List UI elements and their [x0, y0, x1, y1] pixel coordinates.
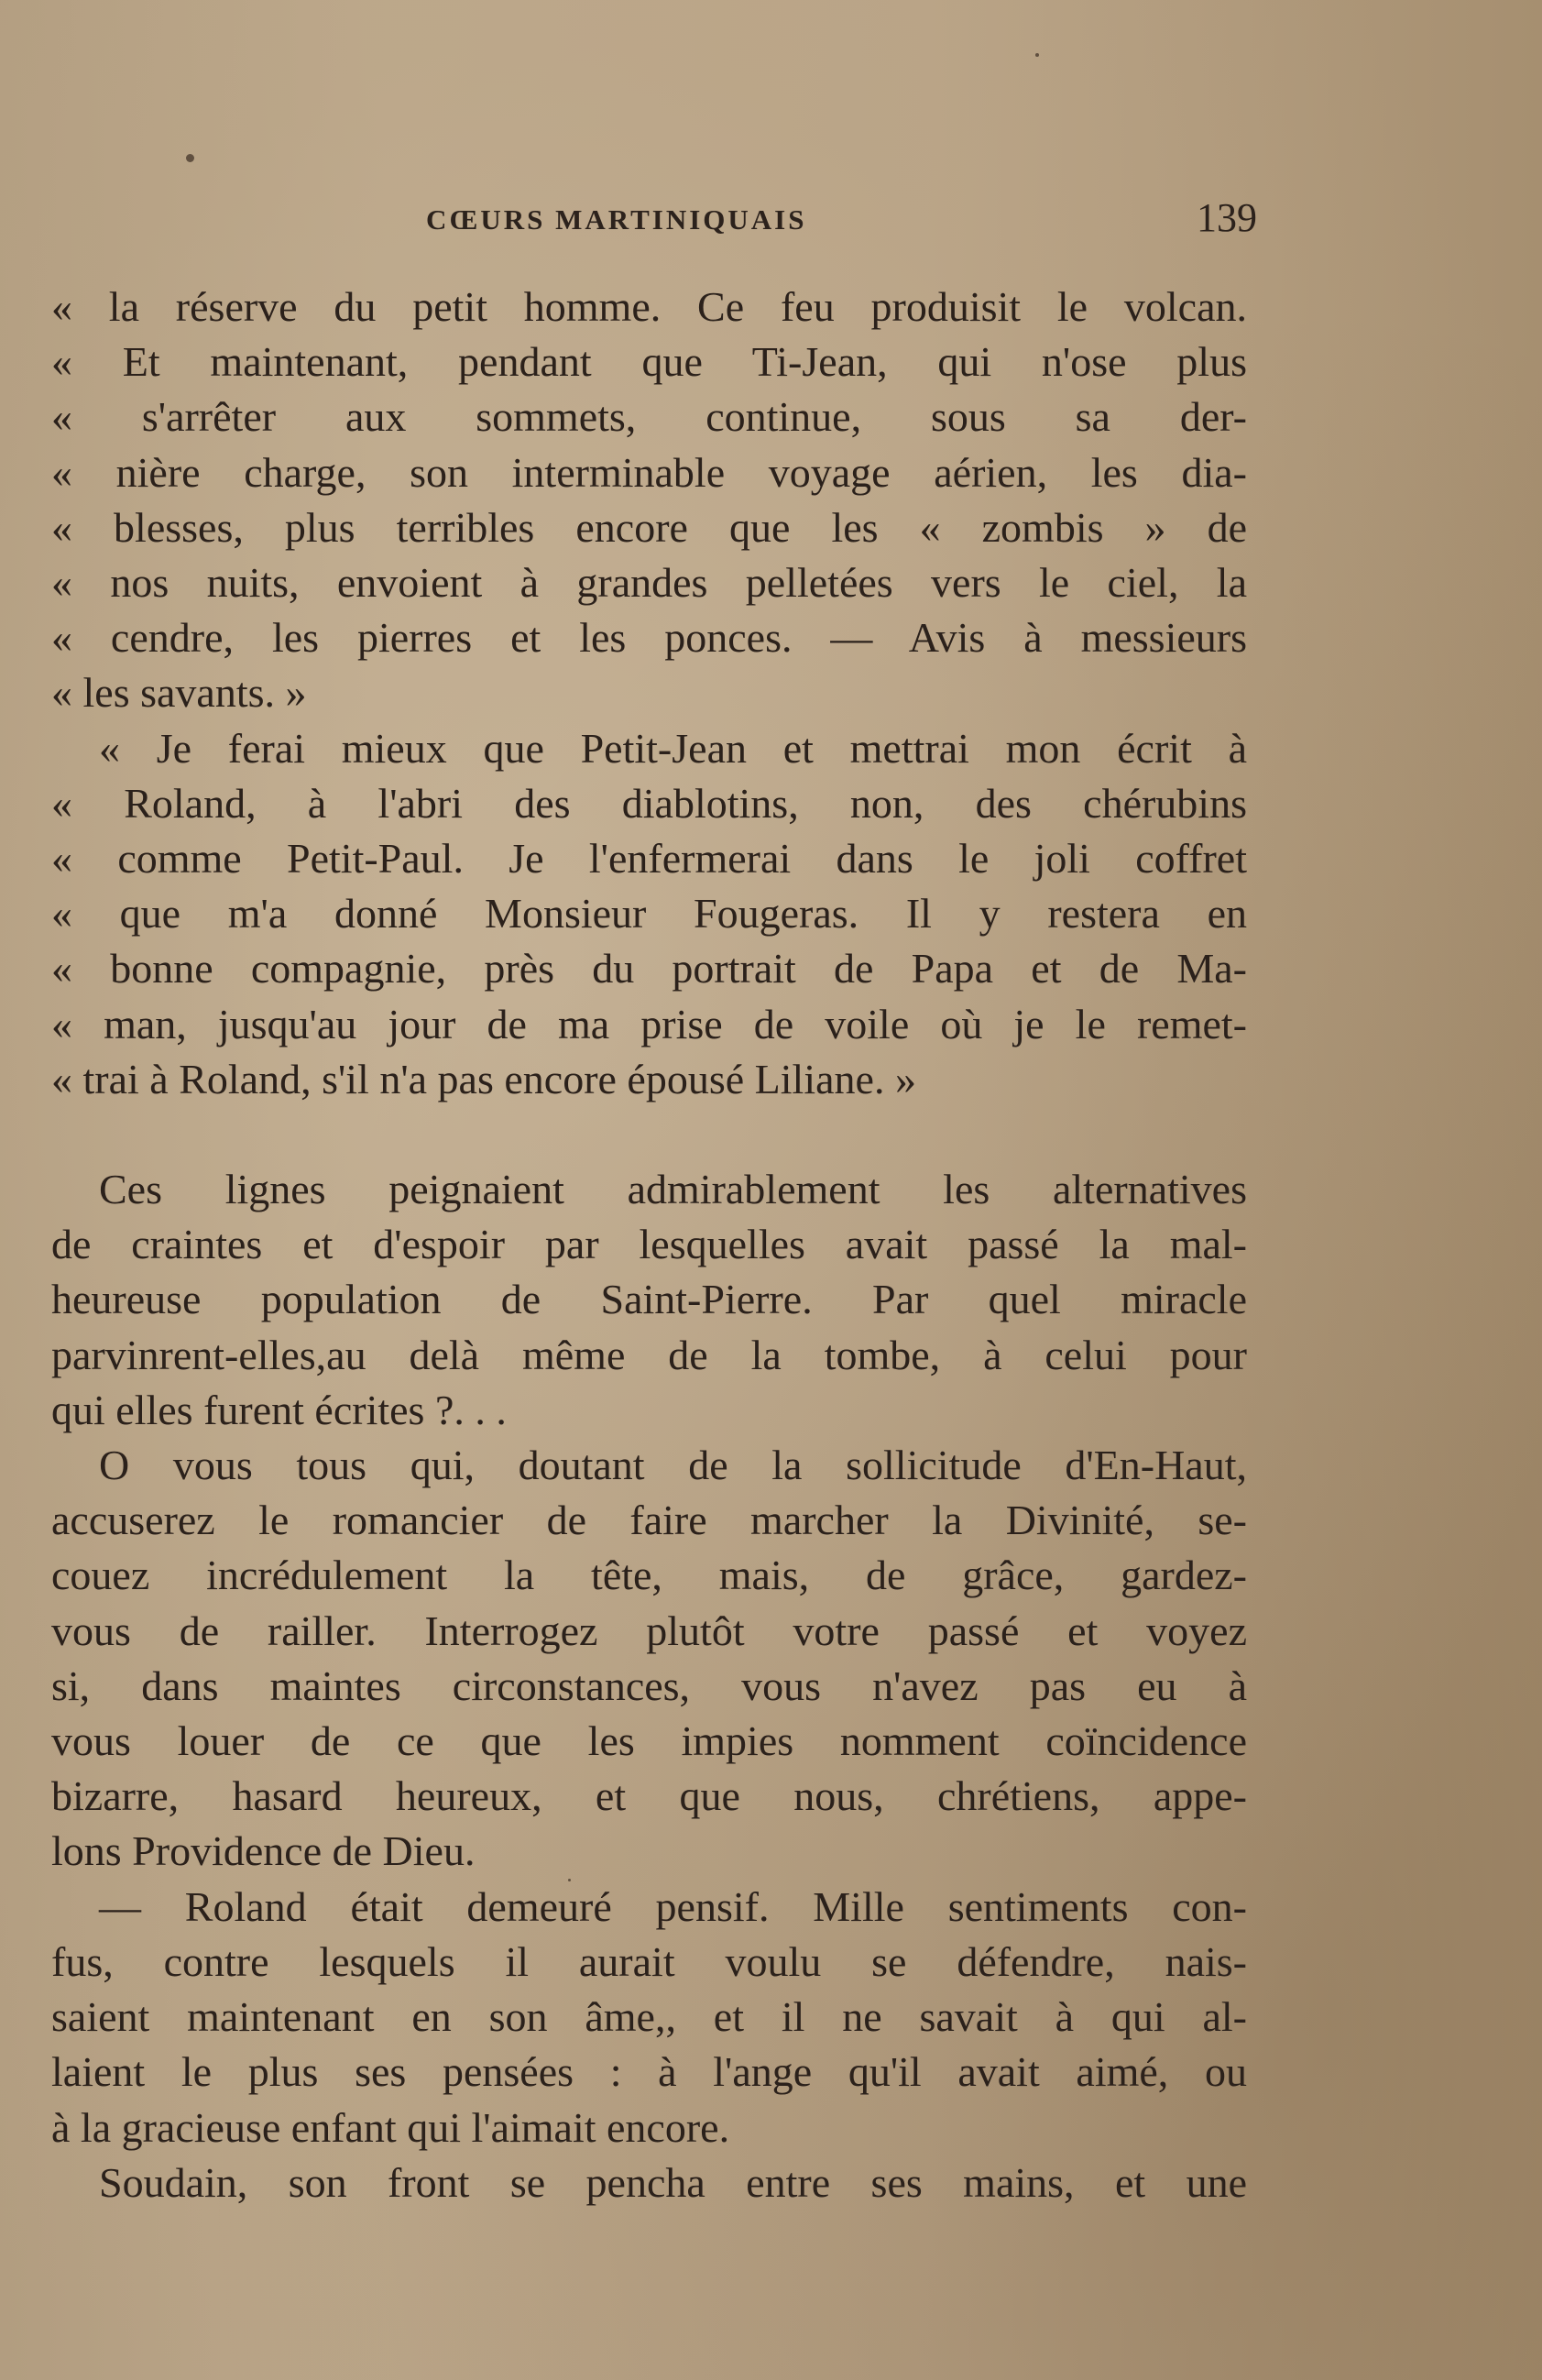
ink-speck — [1035, 53, 1039, 57]
letter-line: « bonne compagnie, près du portrait de Papa et de Ma- — [51, 945, 1247, 993]
page-header — [55, 192, 1255, 247]
narrative-line: de craintes et d'espoir par lesquelles avait passé la mal- — [51, 1221, 1247, 1268]
narrative-line: à la gracieuse enfant qui l'aimait encore. — [51, 2103, 730, 2151]
letter-line: « Et maintenant, pendant que Ti-Jean, qui n'ose plus — [51, 338, 1247, 386]
narrative-line: vous de railler. Interrogez plutôt votre passé et voyez — [51, 1607, 1247, 1654]
narrative-line: lons Providence de Dieu. — [51, 1827, 476, 1875]
letter-line: « man, jusqu'au jour de ma prise de voile où je le remet- — [51, 1000, 1247, 1047]
narrative-line: O vous tous qui, doutant de la sollicitude d'En-Haut, — [99, 1442, 1247, 1489]
narrative-line: accuserez le romancier de faire marcher la Divinité, se- — [51, 1497, 1247, 1544]
paragraph-gap — [51, 1107, 1247, 1162]
letter-line: « Je ferai mieux que Petit-Jean et mettrai mon écrit à — [99, 724, 1247, 772]
narrative-line: vous louer de ce que les impies nomment coïncidence — [51, 1717, 1247, 1765]
narrative-line: Ces lignes peignaient admirablement les alternatives — [99, 1166, 1247, 1213]
letter-line: « la réserve du petit homme. Ce feu produisit le volcan. — [51, 283, 1247, 330]
narrative-line: qui elles furent écrites ?. . . — [51, 1386, 507, 1433]
letter-line: « nière charge, son interminable voyage aérien, les dia- — [51, 448, 1247, 496]
letter-line: « Roland, à l'abri des diablotins, non, des chérubins — [51, 779, 1247, 827]
narrative-line: — Roland était demeuré pensif. Mille sentiments con- — [99, 1882, 1247, 1930]
letter-line: « que m'a donné Monsieur Fougeras. Il y restera en — [51, 890, 1247, 938]
narrative-line: si, dans maintes circonstances, vous n'avez pas eu à — [51, 1662, 1247, 1709]
letter-line: « trai à Roland, s'il n'a pas encore épousé Liliane. » — [51, 1055, 916, 1102]
narrative-line: bizarre, hasard heureux, et que nous, chrétiens, appe- — [51, 1772, 1247, 1820]
narrative-line: heureuse population de Saint-Pierre. Par quel miracle — [51, 1276, 1247, 1323]
narrative-line: laient le plus ses pensées : à l'ange qu'il avait aimé, ou — [51, 2048, 1247, 2096]
letter-line: « les savants. » — [51, 669, 307, 717]
narrative-line: Soudain, son front se pencha entre ses mains, et une — [99, 2158, 1247, 2206]
letter-line: « blesses, plus terribles encore que les « zombis » de — [51, 503, 1247, 551]
narrative-line: saient maintenant en son âme,, et il ne savait à qui al- — [51, 1993, 1247, 2041]
running-title: CŒURS MARTINIQUAIS — [426, 203, 807, 236]
page-body — [51, 280, 1247, 2210]
ink-speck — [186, 154, 194, 162]
letter-line: « cendre, les pierres et les ponces. — Avis à messieurs — [51, 614, 1247, 662]
narrative-line: parvinrent-elles,au delà même de la tombe, à celui pour — [51, 1331, 1247, 1378]
letter-line: « nos nuits, envoient à grandes pelletées vers le ciel, la — [51, 559, 1247, 607]
page-number: 139 — [1197, 195, 1257, 240]
narrative-line: fus, contre lesquels il aurait voulu se défendre, nais- — [51, 1937, 1247, 1985]
letter-line: « s'arrêter aux sommets, continue, sous sa der- — [51, 393, 1247, 441]
narrative-line: couez incrédulement la tête, mais, de grâce, gardez- — [51, 1552, 1247, 1599]
letter-line: « comme Petit-Paul. Je l'enfermerai dans le joli coffret — [51, 835, 1247, 883]
